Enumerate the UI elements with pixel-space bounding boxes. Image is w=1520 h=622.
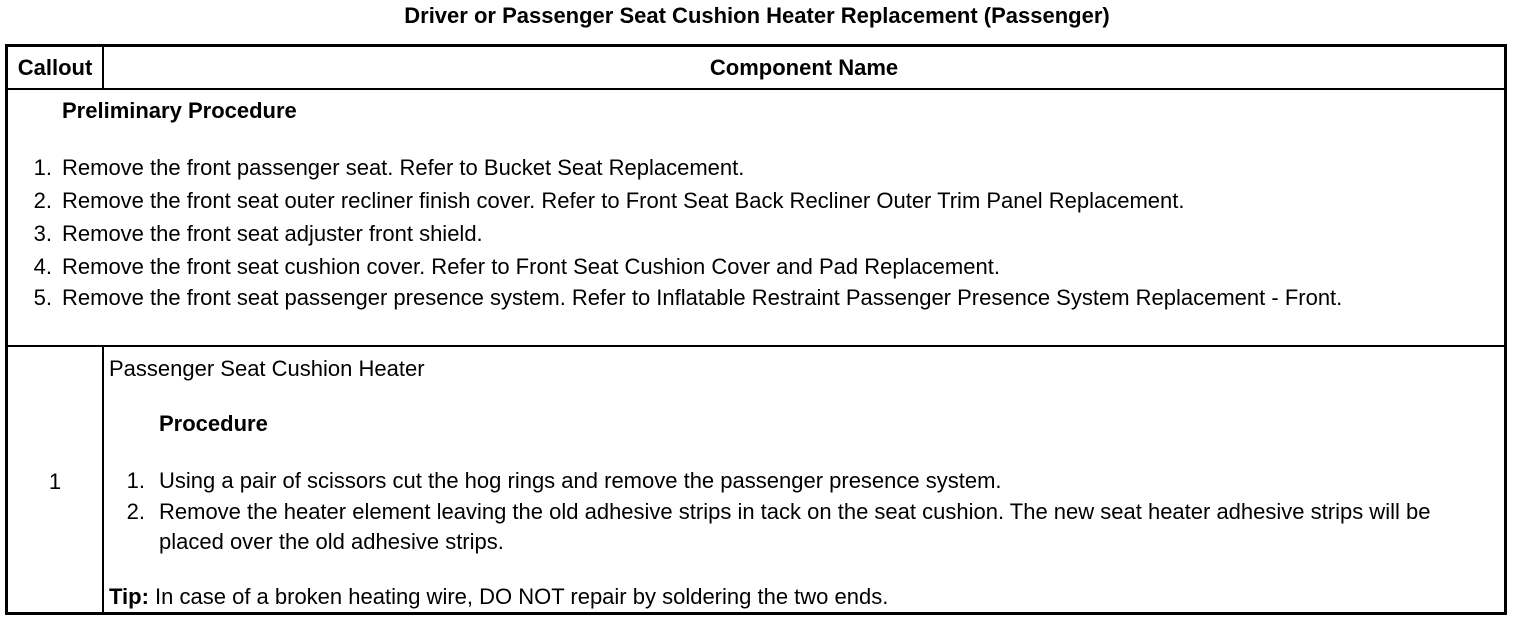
column-header-component-name: Component Name <box>709 55 899 80</box>
step-number: 5. <box>33 285 52 310</box>
step-text: Remove the heater element leaving the old adhesive strips in tack on the seat cushion. The new seat heater adhesive strips will be placed over the old adhesive strips. <box>159 499 1431 554</box>
step-number: 1. <box>33 155 52 180</box>
step-text: Remove the front passenger seat. Refer to Bucket Seat Replacement. <box>62 155 745 180</box>
procedure-step <box>105 497 1504 557</box>
preliminary-steps-list <box>8 151 1504 313</box>
procedure-step <box>105 464 1504 497</box>
procedure-heading: Procedure <box>159 411 268 436</box>
step-number: 1. <box>126 468 145 493</box>
step-number: 2. <box>126 499 145 524</box>
step-text: Remove the front seat cushion cover. Refer to Front Seat Cushion Cover and Pad Replacement. <box>62 254 1000 279</box>
column-header-callout: Callout <box>8 47 104 88</box>
step-number: 4. <box>33 254 52 279</box>
step-text: Remove the front seat outer recliner finish cover. Refer to Front Seat Back Recliner Outer Trim Panel Replacement. <box>62 188 1185 213</box>
preliminary-procedure-heading: Preliminary Procedure <box>62 98 297 123</box>
step-text: Remove the front seat passenger presence system. Refer to Inflatable Restraint Passenger Presence System Replacement - Front. <box>62 285 1343 310</box>
step-number: 2. <box>33 188 52 213</box>
preliminary-step <box>8 217 1504 250</box>
preliminary-step <box>8 151 1504 184</box>
step-number: 3. <box>33 221 52 246</box>
tip-text: In case of a broken heating wire, DO NOT repair by soldering the two ends. <box>148 584 889 609</box>
procedure-table <box>5 44 1507 615</box>
row-divider <box>8 345 1504 347</box>
step-text: Using a pair of scissors cut the hog rings and remove the passenger presence system. <box>159 468 1002 493</box>
step-text: Remove the front seat adjuster front shield. <box>62 221 483 246</box>
preliminary-step <box>8 250 1504 283</box>
preliminary-step <box>8 283 1504 313</box>
tip-note <box>109 584 888 610</box>
procedure-steps-list <box>105 464 1504 557</box>
tip-label: Tip: <box>109 584 149 609</box>
header-divider <box>8 88 1504 90</box>
page-title: Driver or Passenger Seat Cushion Heater Replacement (Passenger) <box>404 3 1110 28</box>
callout-cell <box>8 347 104 612</box>
preliminary-step <box>8 184 1504 217</box>
component-name: Passenger Seat Cushion Heater <box>109 356 425 381</box>
callout-number: 1 <box>48 469 62 494</box>
